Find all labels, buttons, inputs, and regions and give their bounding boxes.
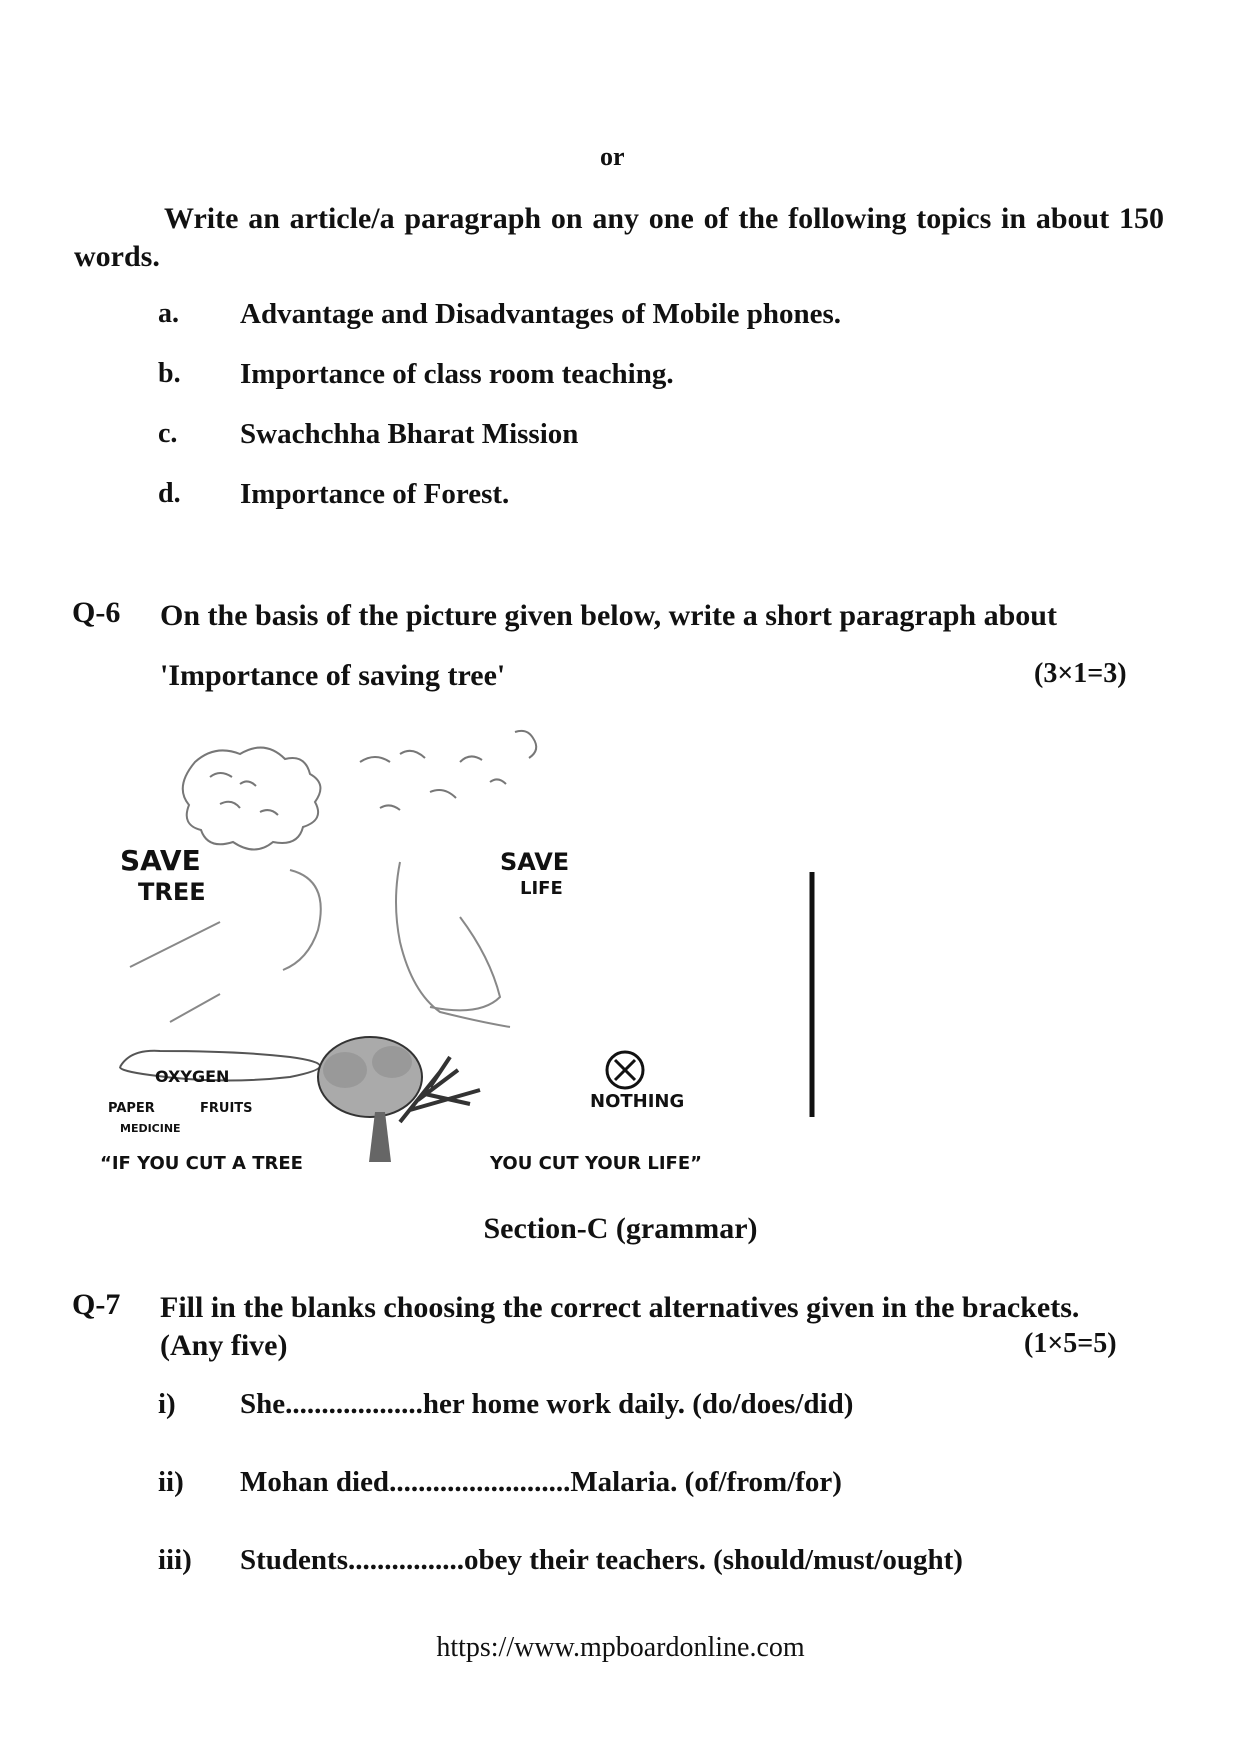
q7-item-num-3: iii): [158, 1544, 192, 1576]
caption-left: “IF YOU CUT A TREE: [100, 1153, 303, 1174]
q7-line2: (Any five): [160, 1329, 288, 1362]
q7-item-text-3: Students................obey their teachers. (should/must/ought): [240, 1544, 963, 1576]
q7-marks: (1×5=5): [1024, 1328, 1117, 1359]
fruits-label: FRUITS: [200, 1101, 253, 1116]
footer-url: https://www.mpboardonline.com: [436, 1632, 805, 1663]
q6-marks: (3×1=3): [1034, 658, 1127, 689]
topic-text-b: Importance of class room teaching.: [240, 358, 674, 390]
q7-item-text-1: She...................her home work daily. (do/does/did): [240, 1388, 854, 1420]
q6-number: Q-6: [72, 596, 121, 629]
q6-topic: 'Importance of saving tree': [160, 659, 506, 692]
topic-letter-a: a.: [158, 298, 179, 329]
or-separator: or: [600, 142, 625, 171]
topic-text-a: Advantage and Disadvantages of Mobile phones.: [240, 298, 842, 330]
medicine-label: MEDICINE: [120, 1122, 181, 1135]
q7-item-num-1: i): [158, 1388, 176, 1420]
tree-crown-sketch: [183, 731, 536, 850]
q7-item-num-2: ii): [158, 1466, 184, 1498]
q7-number: Q-7: [72, 1288, 121, 1321]
q7-line1: Fill in the blanks choosing the correct alternatives given in the brackets.: [160, 1291, 1080, 1324]
save-life-label-2: LIFE: [520, 878, 563, 899]
topic-text-d: Importance of Forest.: [240, 478, 510, 510]
save-life-label-1: SAVE: [500, 848, 570, 876]
q6-text: On the basis of the picture given below, write a short paragraph about: [160, 599, 1057, 632]
save-tree-illustration: [100, 722, 840, 1177]
save-tree-label-2: TREE: [138, 878, 206, 906]
topic-letter-c: c.: [158, 418, 178, 449]
cross-mark-icon: [615, 1060, 635, 1080]
nothing-label: NOTHING: [590, 1091, 685, 1112]
save-tree-label-1: SAVE: [120, 844, 201, 877]
oxygen-label: OXYGEN: [155, 1067, 230, 1086]
caption-right: YOU CUT YOUR LIFE”: [490, 1153, 702, 1174]
q5-alt-instruction: Write an article/a paragraph on any one of the following topics in about 150 words.: [74, 202, 1164, 273]
half-tree-drawing: [318, 1037, 480, 1162]
topic-letter-b: b.: [158, 358, 181, 389]
topic-text-c: Swachchha Bharat Mission: [240, 418, 579, 450]
paper-label: PAPER: [108, 1101, 155, 1116]
section-c-heading: Section-C (grammar): [483, 1212, 758, 1245]
q7-item-text-2: Mohan died.........................Malaria. (of/from/for): [240, 1466, 842, 1498]
topic-letter-d: d.: [158, 478, 181, 509]
